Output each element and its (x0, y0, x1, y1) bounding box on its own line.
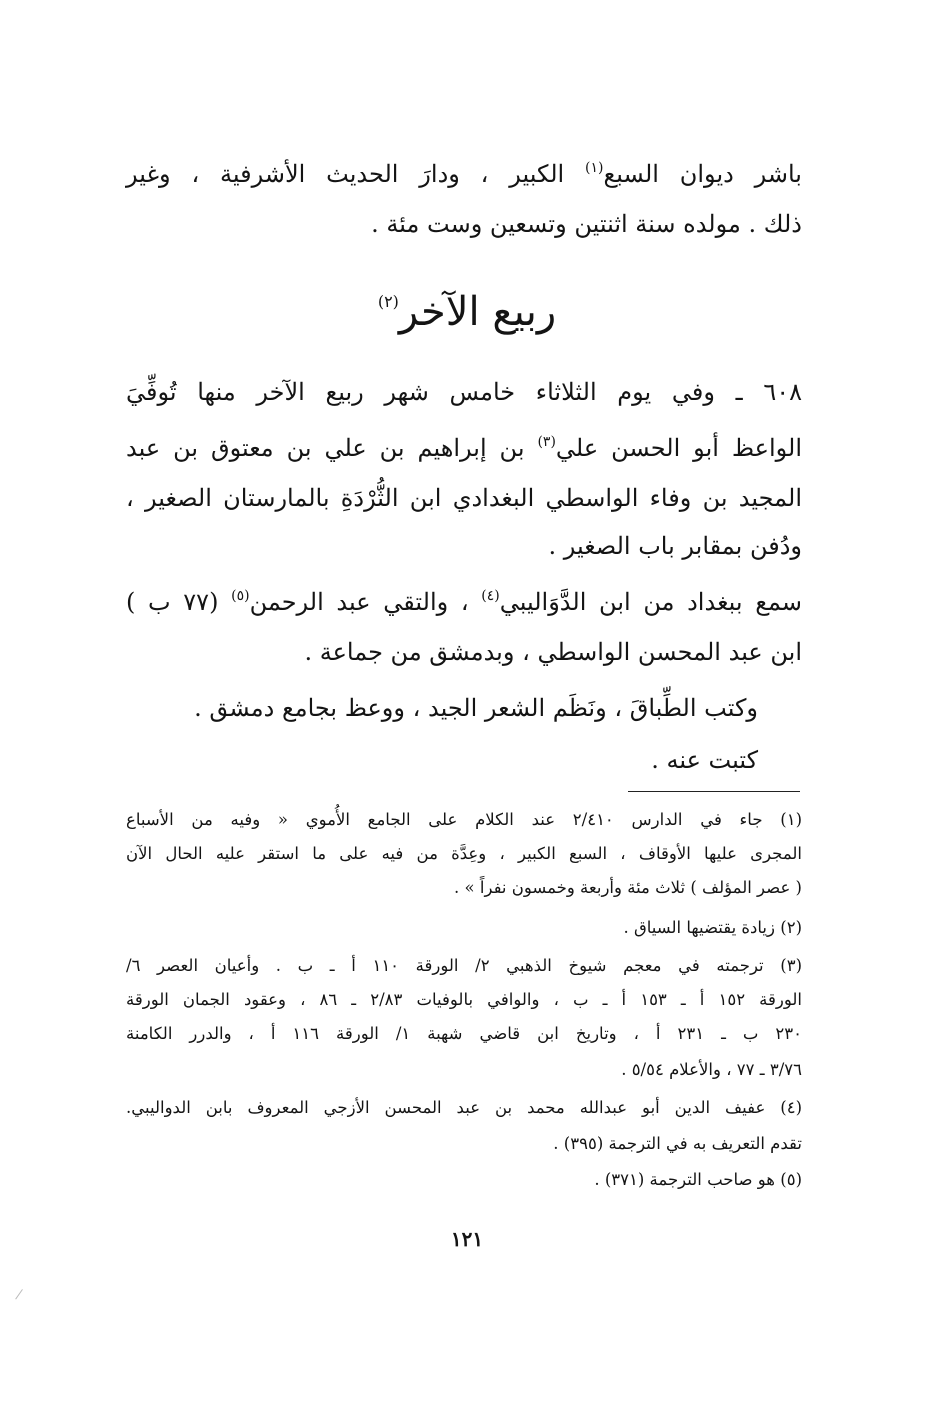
text-segment: ، والتقي عبد الرحمن (249, 588, 482, 616)
section-heading (0, 282, 934, 342)
scan-mark (15, 1289, 28, 1303)
kataba-line (194, 688, 758, 728)
footnote-ref[interactable]: (٣) (537, 434, 556, 450)
footnote-line: (٢) زيادة يقتضيها السياق . (623, 918, 802, 937)
page-number: ١٢١ (450, 1227, 484, 1251)
katabtu-line (651, 740, 758, 780)
footnote-ref[interactable]: (٥) (231, 588, 250, 604)
footnote-line: المجرى عليها الأوقاف ، السبع الكبير ، وعِدَّة من فيه على ما استقر عليه الحال الآن (126, 844, 802, 863)
text-segment: الواعظ أبو الحسن علي (555, 434, 802, 462)
text-segment: ذلك . مولده سنة اثنتين وتسعين وست مئة . (371, 210, 802, 238)
footnote-line: (٥) هو صاحب الترجمة (٣٧١) . (594, 1170, 802, 1189)
manuscript-folio-marker: (٧٧ ب ) (126, 588, 232, 616)
text-segment: وكتب الطِّباقَ ، ونَظَم الشعر الجيد ، ووعظ بجامع دمشق . (194, 694, 758, 722)
entry-line-1 (126, 372, 802, 412)
footnote-line: (٣) ترجمته في معجم شيوخ الذهبي ٢/ الورقة ١١٠ أ ـ ب . وأعيان العصر ٦/ (126, 956, 803, 975)
text-segment: كتبت عنه . (651, 746, 758, 774)
text-segment: ٦٠٨ ـ وفي يوم الثلاثاء خامس شهر ربيع الآخر منها تُوفِّيَ (126, 378, 802, 406)
footnote-ref[interactable]: (٤) (481, 588, 500, 604)
text-segment: ابن عبد المحسن الواسطي ، وبدمشق من جماعة . (304, 638, 802, 666)
text-segment: بن إبراهيم بن علي بن معتوق بن عبد (126, 434, 538, 462)
footnote-line: الورقة ١٥٢ أ ـ ١٥٣ أ ـ ب ، والوافي بالوفيات ٢/٨٣ ـ ٨٦ ، وعقود الجمان الورقة (126, 990, 803, 1009)
entry-line-2 (126, 428, 802, 468)
text-segment: سمع ببغداد من ابن الدَّوَاليبي (499, 588, 802, 616)
footnote-line: ( عصر المؤلف ) ثلاث مئة وأربعة وخمسون نفراً » . (454, 878, 802, 897)
footnote-line: (٤) عفيف الدين أبو عبدالله محمد بن عبد المحسن الأزجي المعروف بابن الدواليبي. (126, 1098, 802, 1117)
sama-line-1 (126, 582, 802, 622)
text-segment: ودُفن بمقابر باب الصغير . (548, 532, 802, 560)
sama-line-2 (126, 632, 802, 672)
text-segment: الكبير ، ودارَ الحديث الأشرفية ، وغير (126, 160, 586, 188)
footnote-ref[interactable]: (٢) (377, 292, 399, 311)
footnote-ref[interactable]: (١) (585, 160, 604, 176)
entry-line-3 (126, 478, 802, 518)
intro-line-2 (126, 204, 802, 244)
footnote-separator (628, 791, 800, 792)
footnote-line: ٢٣٠ ب ـ ٢٣١ أ ، وتاريخ ابن قاضي شهبة ١/ الورقة ١١٦ أ ، والدرر الكامنة (126, 1024, 802, 1043)
heading-text: ربيع الآخر (398, 289, 557, 335)
text-segment: المجيد بن وفاء الواسطي البغدادي ابن الثُّرْدَةِ بالمارستان الصغير ، (126, 484, 802, 512)
footnote-line: (١) جاء في الدارس ٢/٤١٠ عند الكلام على الجامع الأُموي « وفيه من الأسباع (126, 810, 802, 829)
footnote-line: تقدم التعريف به في الترجمة (٣٩٥) . (553, 1134, 802, 1153)
intro-line-1 (126, 154, 802, 194)
entry-line-4 (126, 526, 802, 566)
footnote-line: ٣/٧٦ ـ ٧٧ ، والأعلام ٥/٥٤ . (621, 1060, 802, 1079)
text-segment: باشر ديوان السبع (603, 160, 802, 188)
